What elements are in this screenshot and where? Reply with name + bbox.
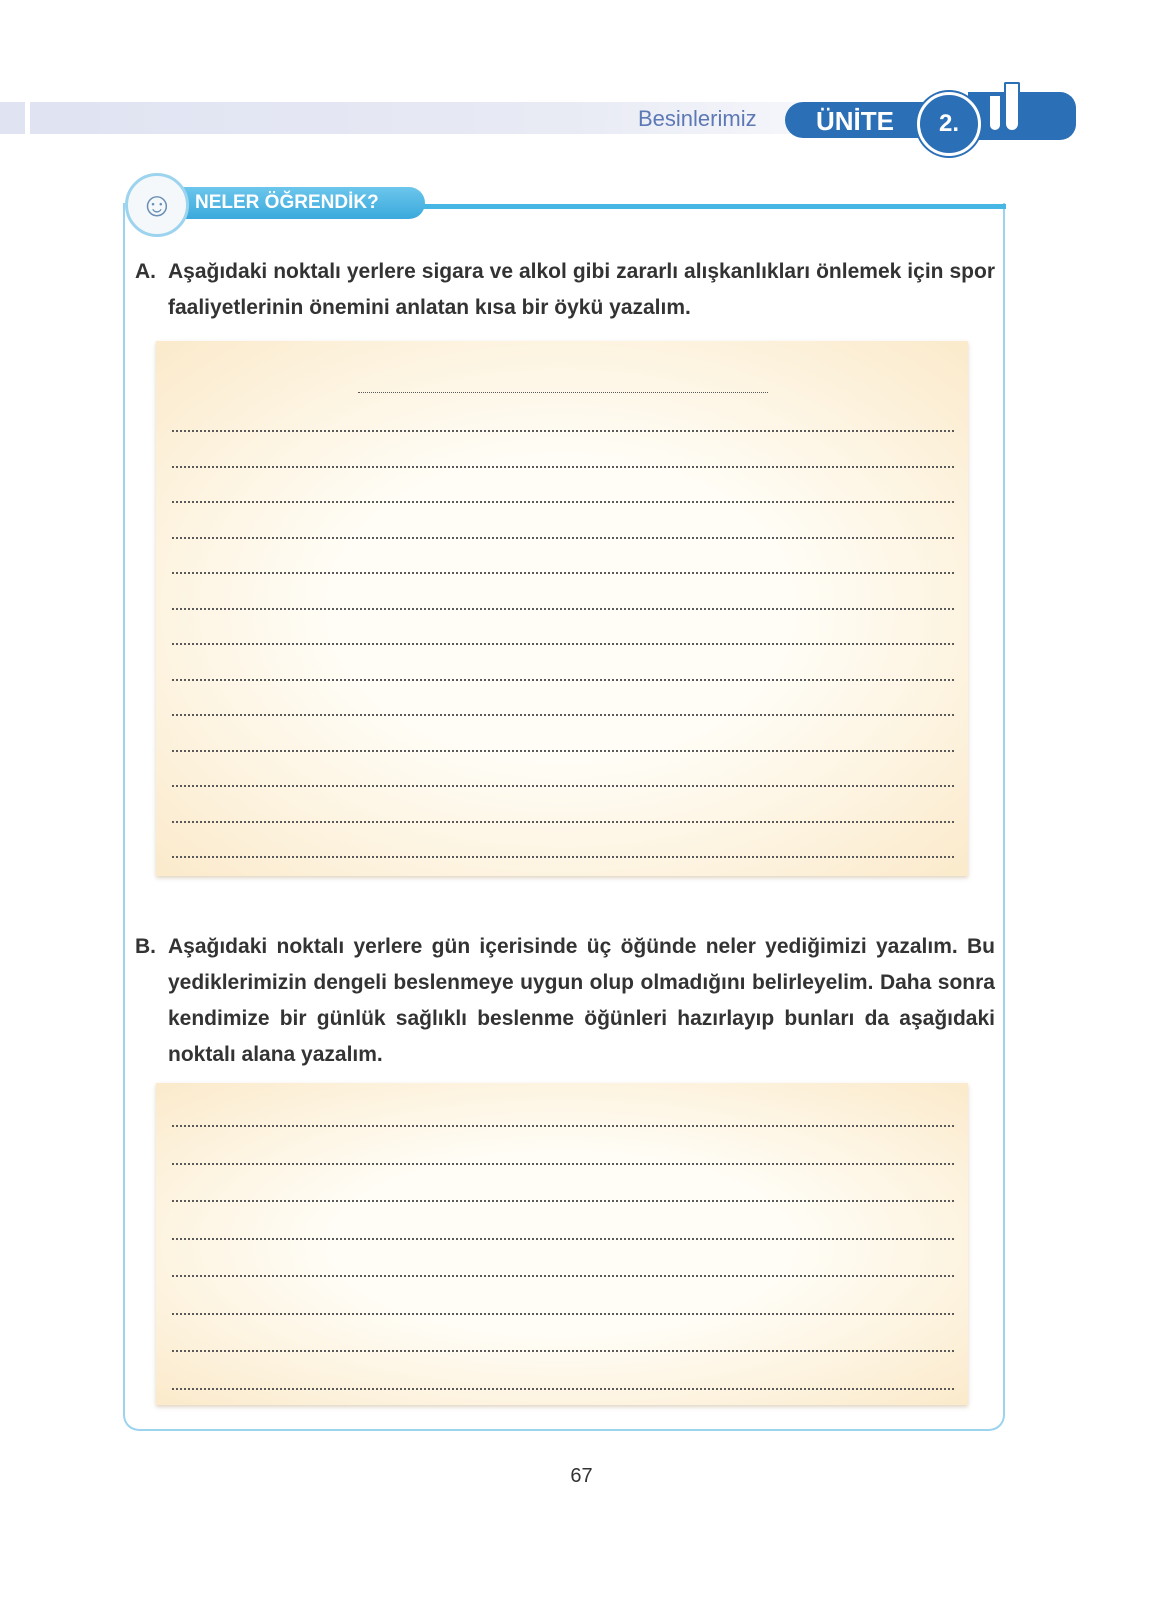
unit-subject: Besinlerimiz bbox=[638, 106, 757, 131]
title-dotted-line[interactable] bbox=[358, 392, 768, 393]
dotted-writing-line[interactable] bbox=[172, 714, 954, 716]
dotted-writing-line[interactable] bbox=[172, 856, 954, 858]
dotted-writing-line[interactable] bbox=[172, 1275, 954, 1277]
answer-area-b[interactable] bbox=[156, 1083, 968, 1405]
dotted-writing-line[interactable] bbox=[172, 430, 954, 432]
header-divider bbox=[25, 102, 30, 134]
dotted-writing-line[interactable] bbox=[172, 1388, 954, 1390]
dotted-writing-line[interactable] bbox=[172, 1125, 954, 1127]
dotted-writing-line[interactable] bbox=[172, 1350, 954, 1352]
unit-number: 2. bbox=[917, 92, 981, 156]
dotted-writing-line[interactable] bbox=[172, 1163, 954, 1165]
dotted-writing-line[interactable] bbox=[172, 1200, 954, 1202]
unit-label: ÜNİTE bbox=[785, 102, 935, 138]
page-number: 67 bbox=[570, 1465, 593, 1487]
question-a bbox=[135, 254, 995, 326]
dotted-writing-line[interactable] bbox=[172, 608, 954, 610]
dotted-writing-line[interactable] bbox=[172, 466, 954, 468]
test-tube-icon bbox=[1004, 82, 1020, 132]
question-b-text: Aşağıdaki noktalı yerlere gün içerisinde üç öğünde neler yediğimizi yazalım. Bu yediklerimizin dengeli beslenmeye uygun olup olmadığını belirleyelim. Daha sonra kendimize bir günlük sağlıklı beslenme öğünleri hazırlayıp bunları da aşağıdaki noktalı alana yazalım. bbox=[168, 935, 995, 1066]
dotted-writing-line[interactable] bbox=[172, 679, 954, 681]
test-tube-icon bbox=[988, 94, 1002, 132]
dotted-writing-line[interactable] bbox=[172, 1238, 954, 1240]
question-b-label: B. bbox=[135, 935, 156, 958]
dotted-writing-line[interactable] bbox=[172, 750, 954, 752]
mascot-icon: ☺ bbox=[125, 173, 189, 237]
answer-area-a[interactable] bbox=[156, 341, 968, 876]
question-a-label: A. bbox=[135, 260, 156, 283]
dotted-writing-line[interactable] bbox=[172, 572, 954, 574]
frame-top-line bbox=[410, 204, 1006, 209]
dotted-writing-line[interactable] bbox=[172, 537, 954, 539]
dotted-writing-line[interactable] bbox=[172, 785, 954, 787]
unit-banner bbox=[968, 92, 1076, 140]
dotted-writing-line[interactable] bbox=[172, 643, 954, 645]
question-b bbox=[135, 929, 995, 1073]
section-title: NELER ÖĞRENDİK? bbox=[175, 187, 425, 219]
question-a-text: Aşağıdaki noktalı yerlere sigara ve alkol gibi zararlı alışkanlıkları önlemek için spor faaliyetlerinin önemini anlatan kısa bir öykü yazalım. bbox=[168, 260, 995, 319]
dotted-writing-line[interactable] bbox=[172, 821, 954, 823]
dotted-writing-line[interactable] bbox=[172, 501, 954, 503]
dotted-writing-line[interactable] bbox=[172, 1313, 954, 1315]
